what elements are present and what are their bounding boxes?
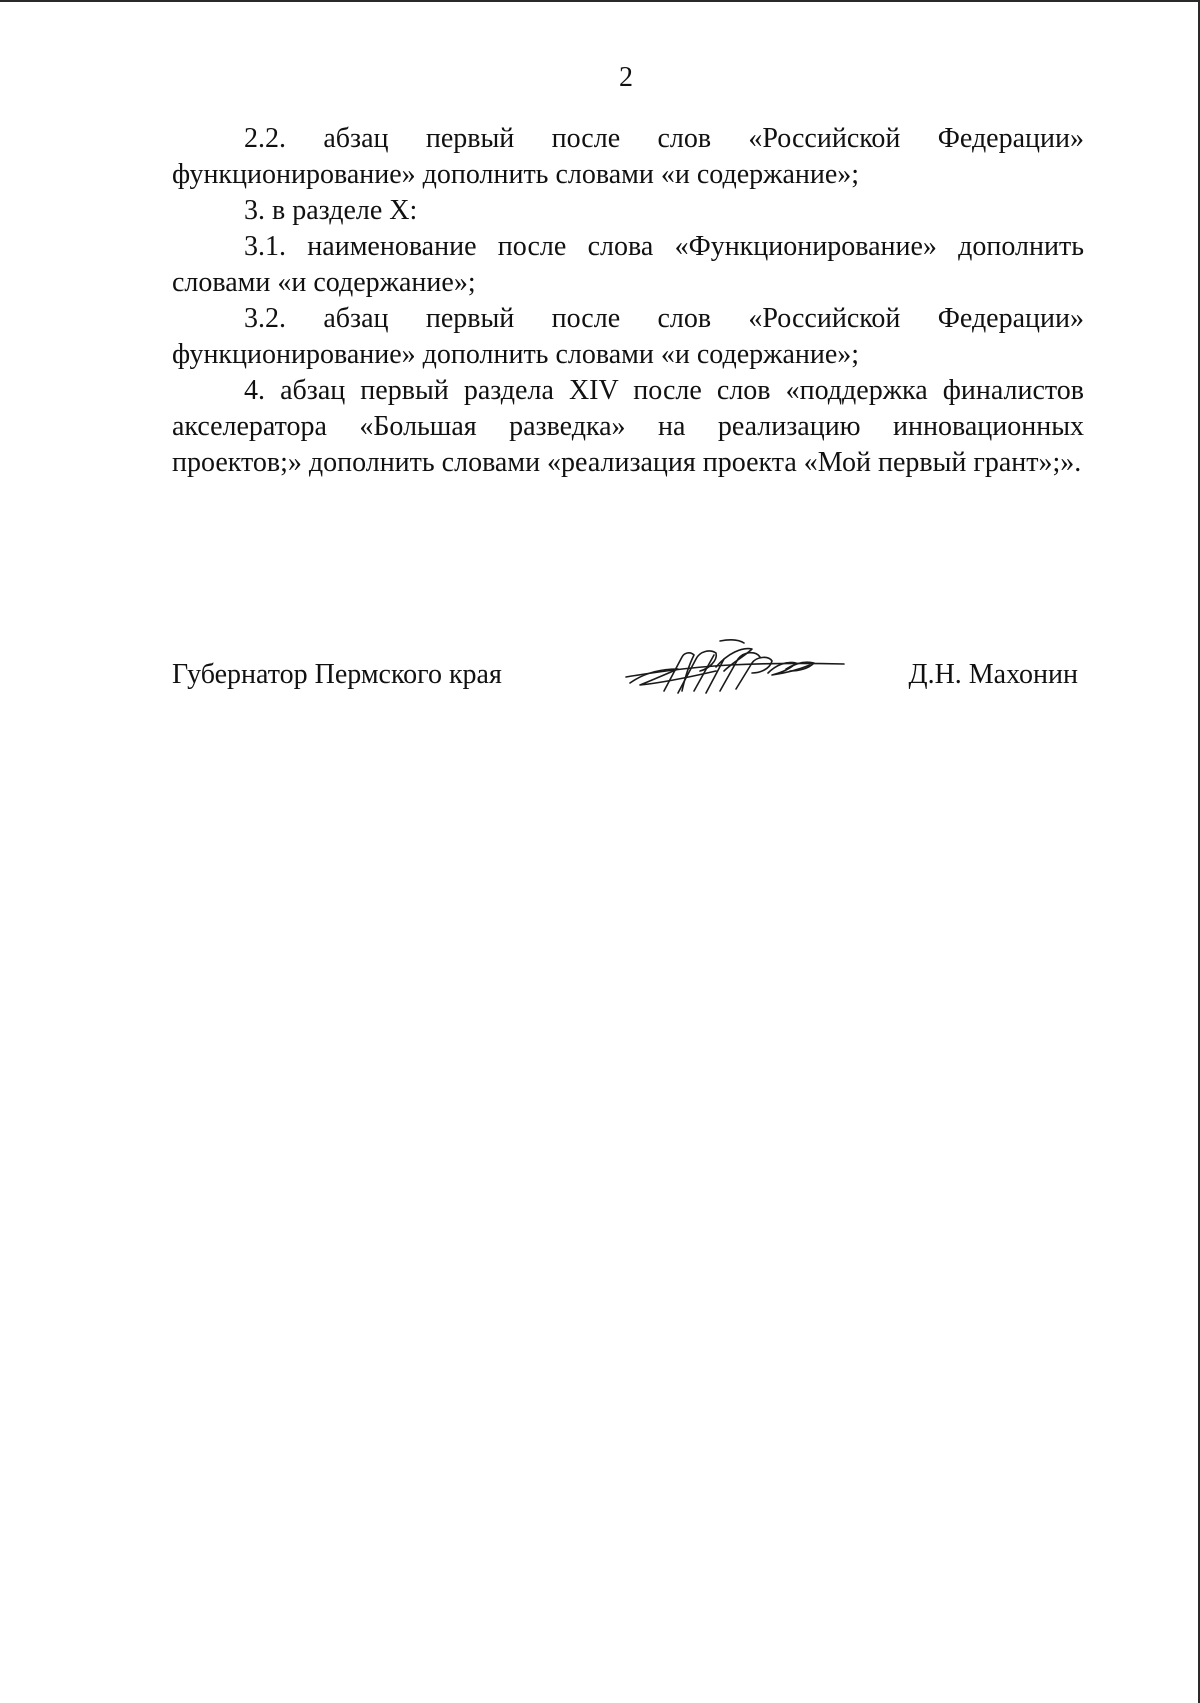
signer-title: Губернатор Пермского края: [172, 659, 502, 690]
signature-block: [172, 655, 1084, 695]
paragraph-2-2: 2.2. абзац первый после слов «Российской Федерации» функционирование» дополнить словами «и содержание»;: [172, 123, 1084, 190]
paragraph-4: 4. абзац первый раздела XIV после слов «поддержка финалистов акселератора «Большая разведка» на реализацию инновационных проектов;» дополнить словами «реализация проекта «Мой первый грант»;».: [172, 375, 1084, 478]
document-body: [172, 121, 1084, 481]
paragraph-3: 3. в разделе X:: [244, 195, 418, 226]
paragraph-3-2: 3.2. абзац первый после слов «Российской Федерации» функционирование» дополнить словами «и содержание»;: [172, 303, 1084, 370]
signer-name: Д.Н. Махонин: [908, 659, 1078, 690]
handwritten-signature: [620, 633, 850, 705]
page-number: 2: [619, 62, 633, 93]
paragraph-3-1: 3.1. наименование после слова «Функционирование» дополнить словами «и содержание»;: [172, 231, 1084, 298]
scan-edge-top: [0, 0, 1200, 2]
